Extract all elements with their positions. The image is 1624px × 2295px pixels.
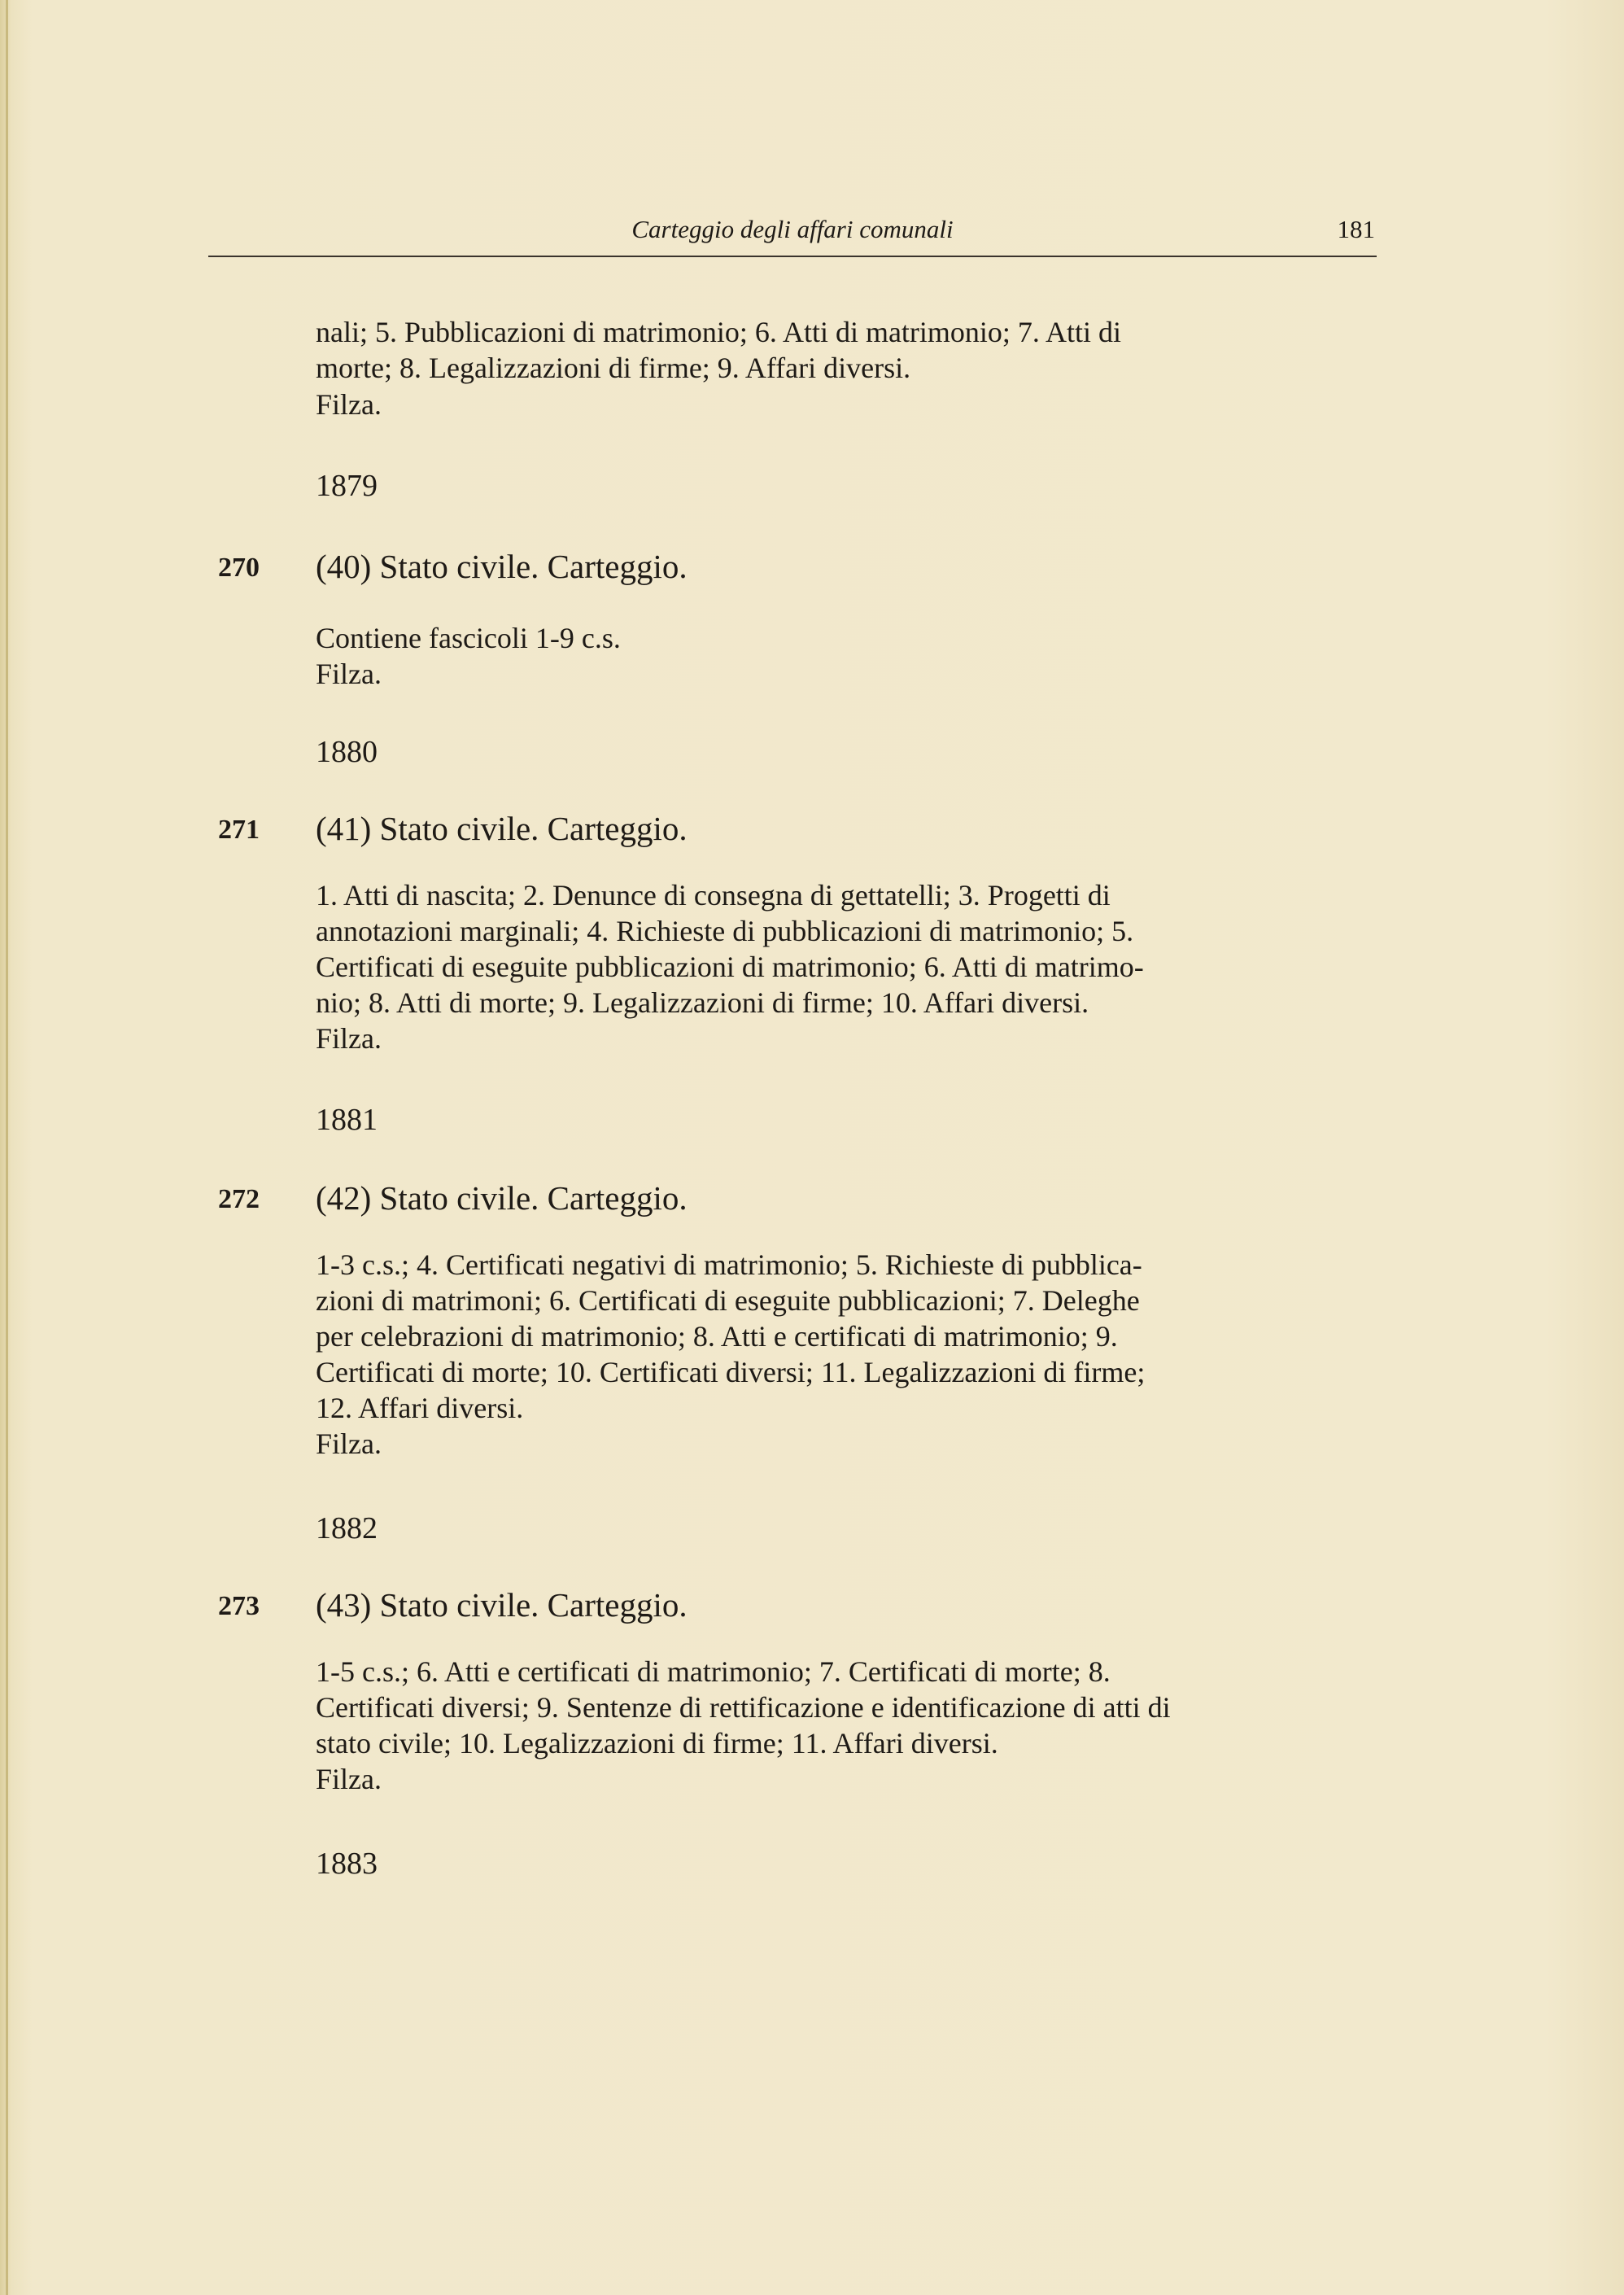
running-header: [208, 210, 1377, 257]
description-line: 1-5 c.s.; 6. Atti e certificati di matrimonio; 7. Certificati di morte; 8.: [316, 1655, 1111, 1688]
entry-number: 270: [218, 553, 260, 583]
description-line: 12. Affari diversi.: [316, 1392, 524, 1424]
format-label: Filza.: [316, 1763, 382, 1795]
description-line: zioni di matrimoni; 6. Certificati di eseguite pubblicazioni; 7. Deleghe: [316, 1284, 1140, 1317]
description-line: Certificati diversi; 9. Sentenze di rettificazione e identificazione di atti di: [316, 1691, 1171, 1724]
year-label: 1883: [316, 1847, 378, 1881]
entry-number: 271: [218, 815, 260, 845]
description-line: Certificati di eseguite pubblicazioni di matrimonio; 6. Atti di matrimo-: [316, 951, 1144, 983]
description-line: Certificati di morte; 10. Certificati diversi; 11. Legalizzazioni di firme;: [316, 1356, 1146, 1388]
description-line: Contiene fascicoli 1-9 c.s.: [316, 622, 621, 654]
format-label: Filza.: [316, 658, 382, 690]
entry-title: (41) Stato civile. Carteggio.: [316, 810, 688, 847]
description-line: annotazioni marginali; 4. Richieste di pubblicazioni di matrimonio; 5.: [316, 915, 1134, 947]
year-label: 1882: [316, 1511, 378, 1545]
year-label: 1880: [316, 735, 378, 769]
description-line: per celebrazioni di matrimonio; 8. Atti e certificati di matrimonio; 9.: [316, 1320, 1118, 1353]
entry-title: (40) Stato civile. Carteggio.: [316, 548, 688, 585]
description-line: 1. Atti di nascita; 2. Denunce di consegna di gettatelli; 3. Progetti di: [316, 879, 1111, 911]
year-label: 1879: [316, 469, 378, 503]
format-label: Filza.: [316, 1427, 382, 1460]
description-line: nali; 5. Pubblicazioni di matrimonio; 6. Atti di matrimonio; 7. Atti di: [316, 316, 1121, 348]
entry-number: 272: [218, 1184, 260, 1214]
description-line: 1-3 c.s.; 4. Certificati negativi di matrimonio; 5. Richieste di pubblica-: [316, 1248, 1142, 1281]
page-number: 181: [1337, 215, 1375, 243]
entry-number: 273: [218, 1591, 260, 1621]
entry-title: (42) Stato civile. Carteggio.: [316, 1179, 688, 1217]
description-line: morte; 8. Legalizzazioni di firme; 9. Affari diversi.: [316, 352, 911, 384]
year-label: 1881: [316, 1103, 378, 1137]
header-title: Carteggio degli affari comunali: [631, 215, 954, 243]
entry-title: (43) Stato civile. Carteggio.: [316, 1586, 688, 1624]
description-line: stato civile; 10. Legalizzazioni di firme; 11. Affari diversi.: [316, 1727, 998, 1760]
page-spine-edge: [6, 0, 8, 2295]
format-label: Filza.: [316, 1022, 382, 1055]
description-line: nio; 8. Atti di morte; 9. Legalizzazioni di firme; 10. Affari diversi.: [316, 986, 1089, 1019]
format-label: Filza.: [316, 388, 382, 421]
